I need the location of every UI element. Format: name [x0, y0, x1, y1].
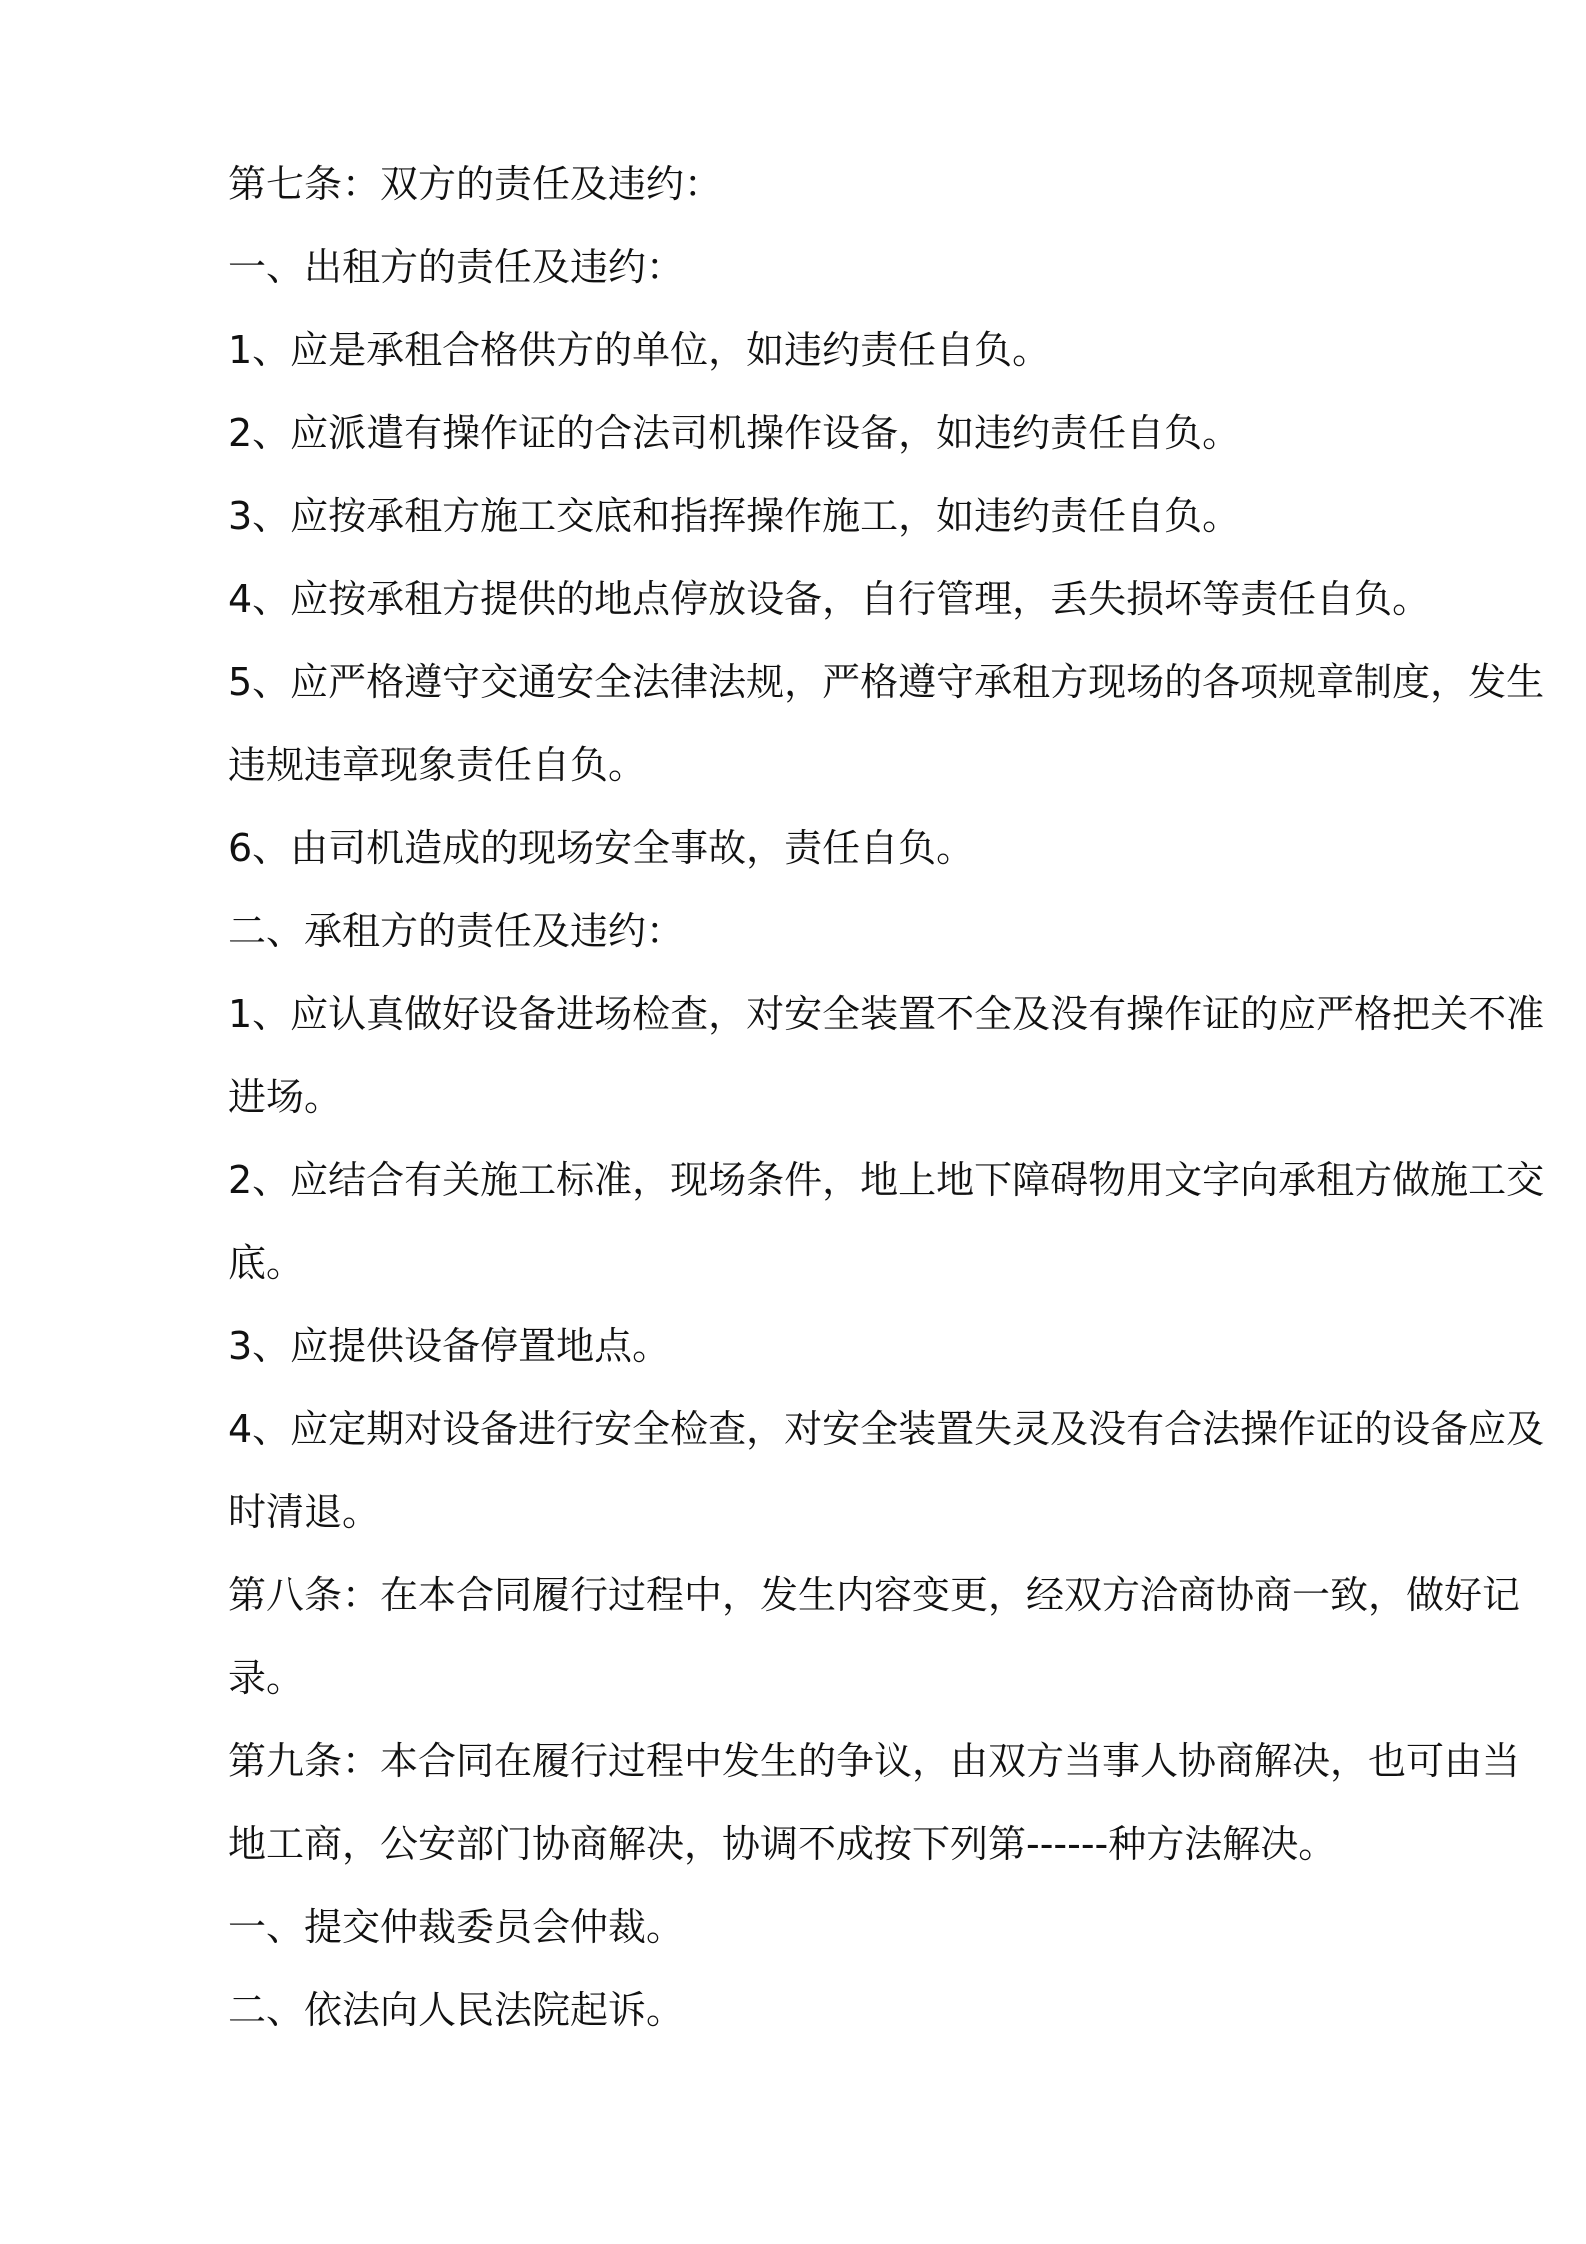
lessor-clause-5-line-1: 5、应严格遵守交通安全法律法规，严格遵守承租方现场的各项规章制度，发生: [228, 660, 1545, 704]
article-7-heading: 第七条：双方的责任及违约：: [228, 162, 723, 206]
lessor-section-heading: 一、出租方的责任及违约：: [228, 245, 685, 289]
lessee-clause-4-line-2: 时清退。: [228, 1490, 381, 1534]
article-9-line-2: 地工商，公安部门协商解决，协调不成按下列第------种方法解决。: [228, 1822, 1337, 1866]
lessee-clause-1-line-2: 进场。: [228, 1075, 343, 1119]
lessee-clause-3: 3、应提供设备停置地点。: [228, 1324, 671, 1368]
article-8-line-1: 第八条：在本合同履行过程中，发生内容变更，经双方洽商协商一致，做好记: [228, 1573, 1521, 1617]
dispute-option-2: 二、依法向人民法院起诉。: [228, 1988, 685, 2032]
lessee-section-heading: 二、承租方的责任及违约：: [228, 909, 685, 953]
lessee-clause-1-line-1: 1、应认真做好设备进场检查，对安全装置不全及没有操作证的应严格把关不准: [228, 992, 1545, 1036]
lessee-clause-2-line-2: 底。: [228, 1241, 305, 1285]
lessor-clause-6: 6、由司机造成的现场安全事故，责任自负。: [228, 826, 975, 870]
lessor-clause-3: 3、应按承租方施工交底和指挥操作施工，如违约责任自负。: [228, 494, 1241, 538]
article-8-line-2: 录。: [228, 1656, 305, 1700]
article-9-line-1: 第九条：本合同在履行过程中发生的争议，由双方当事人协商解决，也可由当: [228, 1739, 1521, 1783]
lessor-clause-1: 1、应是承租合格供方的单位，如违约责任自负。: [228, 328, 1051, 372]
lessee-clause-2-line-1: 2、应结合有关施工标准，现场条件，地上地下障碍物用文字向承租方做施工交: [228, 1158, 1545, 1202]
dispute-option-1: 一、提交仲裁委员会仲裁。: [228, 1905, 685, 1949]
lessor-clause-4: 4、应按承租方提供的地点停放设备，自行管理，丢失损坏等责任自负。: [228, 577, 1431, 621]
lessee-clause-4-line-1: 4、应定期对设备进行安全检查，对安全装置失灵及没有合法操作证的设备应及: [228, 1407, 1545, 1451]
lessor-clause-5-line-2: 违规违章现象责任自负。: [228, 743, 647, 787]
lessor-clause-2: 2、应派遣有操作证的合法司机操作设备，如违约责任自负。: [228, 411, 1241, 455]
document-body: [228, 143, 1545, 2052]
